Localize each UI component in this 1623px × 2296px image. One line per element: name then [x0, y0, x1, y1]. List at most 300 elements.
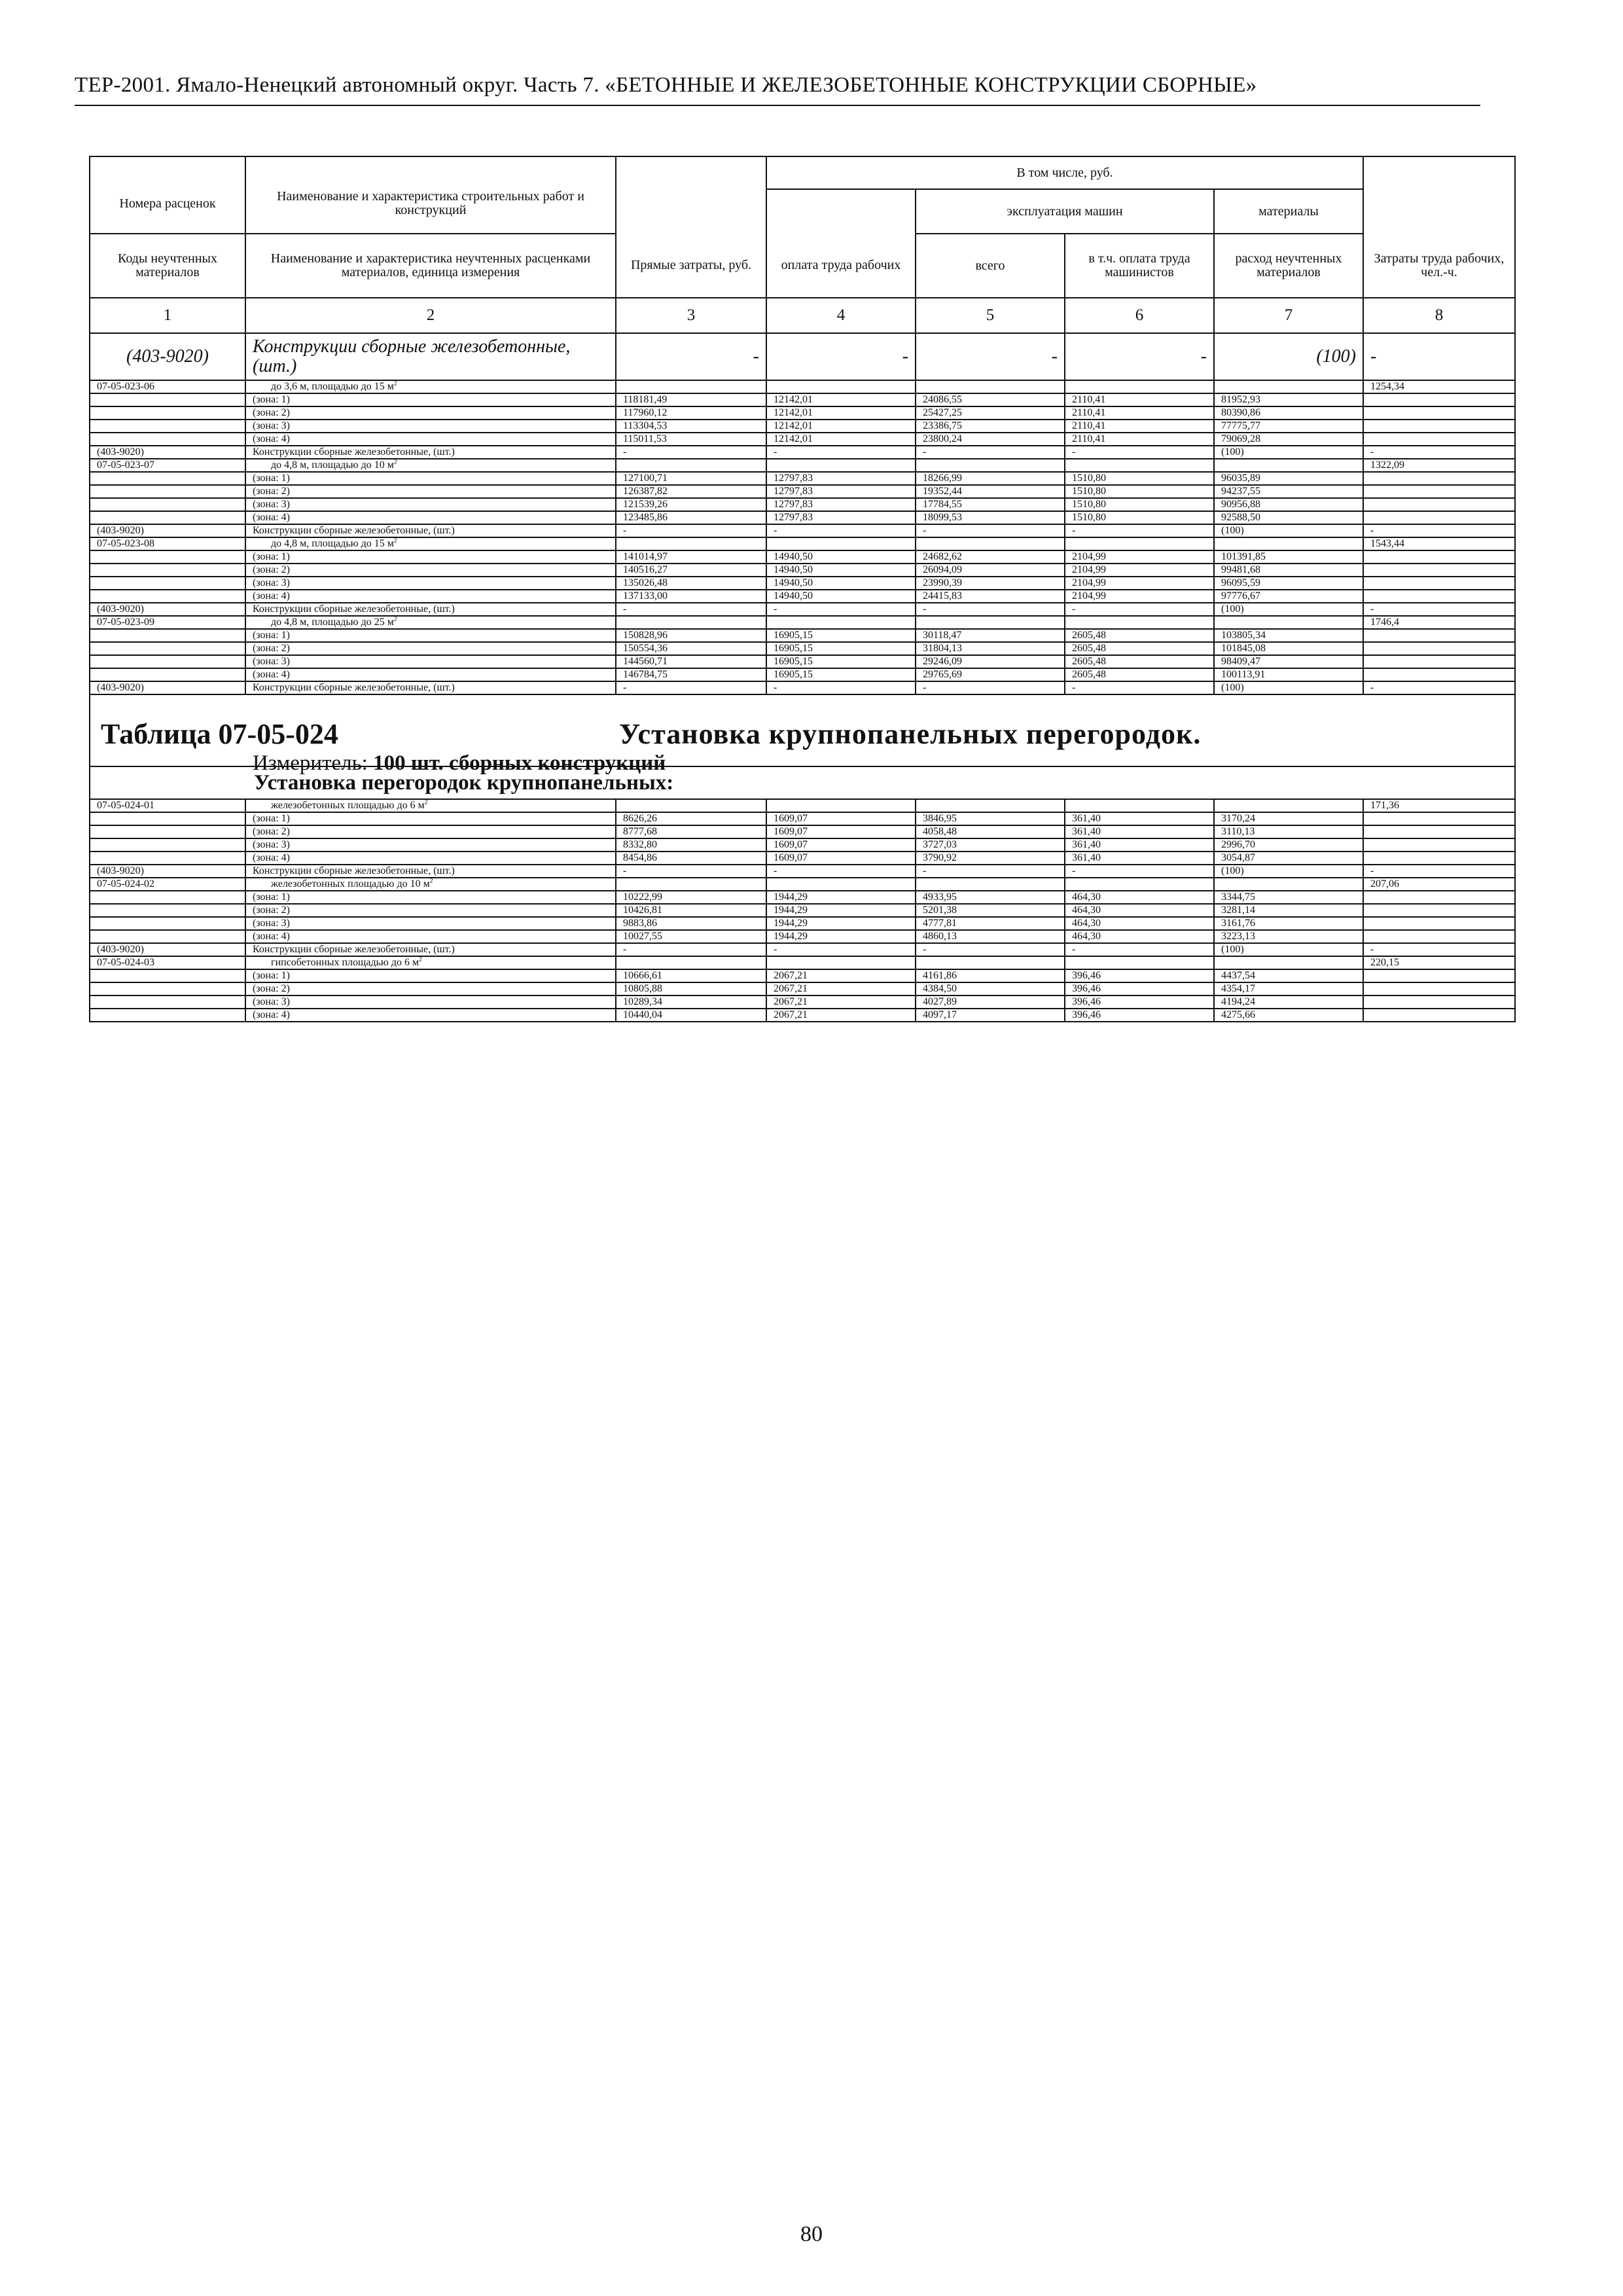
direct-cost: 9883,86 [616, 917, 766, 930]
zone-row [90, 655, 1515, 668]
empty-cell [766, 799, 916, 812]
table-024-body [90, 799, 1515, 1022]
zone-row [90, 982, 1515, 996]
zone-label: (зона: 4) [245, 1009, 616, 1022]
materials-cost: 100113,91 [1214, 668, 1363, 681]
zone-label: (зона: 2) [245, 642, 616, 655]
unit-value: 100 шт. сборных конструкций [373, 751, 666, 775]
machine-total: 29765,69 [916, 668, 1065, 681]
worker-pay: 1944,29 [766, 917, 916, 930]
empty-cell [1363, 930, 1515, 943]
empty-cell [1214, 799, 1363, 812]
direct-cost: 10426,81 [616, 904, 766, 917]
driver-pay: 2104,99 [1065, 590, 1214, 603]
direct-cost: 135026,48 [616, 577, 766, 590]
empty-cell [1214, 956, 1363, 969]
direct-cost: 8332,80 [616, 838, 766, 852]
empty-cell [90, 825, 245, 838]
material-dash: - [1363, 603, 1515, 616]
material-dash: - [1065, 865, 1214, 878]
machine-total: 3846,95 [916, 812, 1065, 825]
col-num-1: 1 [90, 298, 245, 333]
empty-cell [616, 878, 766, 891]
labor-cost: 1543,44 [1363, 537, 1515, 550]
empty-cell [1214, 380, 1363, 393]
material-dash: - [766, 865, 916, 878]
empty-cell [916, 956, 1065, 969]
empty-cell [1363, 668, 1515, 681]
material-dash: - [766, 524, 916, 537]
empty-cell [766, 616, 916, 629]
empty-cell [766, 956, 916, 969]
rate-description-sup: 2 [424, 798, 428, 806]
material-dash: - [1065, 333, 1214, 380]
materials-cost: 80390,86 [1214, 406, 1363, 420]
empty-cell [1363, 812, 1515, 825]
zone-row [90, 996, 1515, 1009]
machine-total: 24415,83 [916, 590, 1065, 603]
materials-cost: 3223,13 [1214, 930, 1363, 943]
zone-label: (зона: 1) [245, 891, 616, 904]
empty-cell [1363, 498, 1515, 511]
empty-cell [1214, 537, 1363, 550]
header-direct-costs: Прямые затраты, руб. [616, 234, 766, 298]
direct-cost: 150828,96 [616, 629, 766, 642]
table-heading: Установка крупнопанельных перегородок. [619, 718, 1202, 750]
zone-row [90, 852, 1515, 865]
materials-cost: 4437,54 [1214, 969, 1363, 982]
material-code: (403-9020) [90, 446, 245, 459]
machine-total: 3790,92 [916, 852, 1065, 865]
zone-label: (зона: 4) [245, 852, 616, 865]
rates-table [89, 156, 1516, 1022]
machine-total: 4933,95 [916, 891, 1065, 904]
materials-cost: 94237,55 [1214, 485, 1363, 498]
empty-cell [90, 564, 245, 577]
direct-cost: 10027,55 [616, 930, 766, 943]
driver-pay: 396,46 [1065, 996, 1214, 1009]
rate-row [90, 537, 1515, 550]
empty-cell [90, 852, 245, 865]
machine-total: 29246,09 [916, 655, 1065, 668]
direct-cost: 123485,86 [616, 511, 766, 524]
direct-cost: 10805,88 [616, 982, 766, 996]
zone-row [90, 642, 1515, 655]
direct-cost: 150554,36 [616, 642, 766, 655]
empty-cell [1363, 550, 1515, 564]
machine-total: 4777,81 [916, 917, 1065, 930]
zone-label: (зона: 2) [245, 904, 616, 917]
material-name: Конструкции сборные железобетонные, (шт.) [245, 524, 616, 537]
worker-pay: 1609,07 [766, 825, 916, 838]
labor-cost: 207,06 [1363, 878, 1515, 891]
zone-row [90, 577, 1515, 590]
zone-row [90, 550, 1515, 564]
driver-pay: 464,30 [1065, 904, 1214, 917]
material-dash: - [1065, 446, 1214, 459]
material-dash: - [916, 333, 1065, 380]
machine-total: 24086,55 [916, 393, 1065, 406]
zone-label: (зона: 2) [245, 825, 616, 838]
material-dash: - [616, 524, 766, 537]
empty-cell [616, 616, 766, 629]
empty-cell [616, 380, 766, 393]
empty-cell [1065, 459, 1214, 472]
material-dash: - [1363, 681, 1515, 694]
header-rate-number: Номера расценок [90, 156, 245, 234]
empty-cell [1363, 420, 1515, 433]
empty-cell [90, 838, 245, 852]
zone-label: (зона: 1) [245, 969, 616, 982]
material-dash: - [916, 603, 1065, 616]
worker-pay: 1944,29 [766, 904, 916, 917]
header-machine-total: всего [916, 234, 1065, 298]
rate-description-text: до 3,6 м, площадью до 15 м [271, 381, 394, 392]
zone-label: (зона: 4) [245, 433, 616, 446]
driver-pay: 2104,99 [1065, 550, 1214, 564]
materials-cost: 3170,24 [1214, 812, 1363, 825]
empty-cell [1214, 616, 1363, 629]
material-dash: - [616, 603, 766, 616]
direct-cost: 140516,27 [616, 564, 766, 577]
driver-pay: 361,40 [1065, 825, 1214, 838]
empty-cell [1363, 629, 1515, 642]
material-dash: - [916, 446, 1065, 459]
empty-cell [1363, 996, 1515, 1009]
zone-label: (зона: 1) [245, 393, 616, 406]
direct-cost: 10440,04 [616, 1009, 766, 1022]
empty-cell [766, 380, 916, 393]
worker-pay: 12797,83 [766, 498, 916, 511]
machine-total: 3727,03 [916, 838, 1065, 852]
machine-total: 19352,44 [916, 485, 1065, 498]
materials-cost: 92588,50 [1214, 511, 1363, 524]
direct-cost: 8777,68 [616, 825, 766, 838]
machine-total: 4860,13 [916, 930, 1065, 943]
empty-cell [90, 393, 245, 406]
zone-row [90, 393, 1515, 406]
worker-pay: 12142,01 [766, 420, 916, 433]
machine-total: 4027,89 [916, 996, 1065, 1009]
material-dash: - [616, 865, 766, 878]
materials-cost: 81952,93 [1214, 393, 1363, 406]
direct-cost: 10666,61 [616, 969, 766, 982]
empty-cell [1363, 982, 1515, 996]
driver-pay: 2110,41 [1065, 420, 1214, 433]
materials-cost: 4275,66 [1214, 1009, 1363, 1022]
material-code: (403-9020) [90, 865, 245, 878]
materials-cost: 97776,67 [1214, 590, 1363, 603]
material-dash: - [1363, 524, 1515, 537]
machine-total: 4161,86 [916, 969, 1065, 982]
worker-pay: 16905,15 [766, 642, 916, 655]
direct-cost: 121539,26 [616, 498, 766, 511]
material-percent: (100) [1214, 524, 1363, 537]
materials-cost: 77775,77 [1214, 420, 1363, 433]
zone-row [90, 812, 1515, 825]
zone-row [90, 433, 1515, 446]
material-percent: (100) [1214, 943, 1363, 956]
rate-row [90, 616, 1515, 629]
rate-code: 07-05-023-08 [90, 537, 245, 550]
empty-cell [616, 537, 766, 550]
rate-description-sup: 2 [419, 956, 422, 963]
empty-cell [1363, 891, 1515, 904]
rate-description [245, 616, 616, 629]
worker-pay: 12142,01 [766, 433, 916, 446]
machine-total: 4097,17 [916, 1009, 1065, 1022]
zone-row [90, 1009, 1515, 1022]
empty-cell [1363, 852, 1515, 865]
rate-description-text: до 4,8 м, площадью до 10 м [271, 459, 394, 471]
materials-cost: 3110,13 [1214, 825, 1363, 838]
empty-cell [1363, 969, 1515, 982]
labor-cost: 171,36 [1363, 799, 1515, 812]
material-dash: - [1363, 865, 1515, 878]
worker-pay: 12142,01 [766, 406, 916, 420]
empty-cell [1065, 878, 1214, 891]
materials-cost: 96035,89 [1214, 472, 1363, 485]
zone-label: (зона: 4) [245, 930, 616, 943]
empty-cell [916, 616, 1065, 629]
zone-row [90, 969, 1515, 982]
machine-total: 5201,38 [916, 904, 1065, 917]
empty-cell [1363, 904, 1515, 917]
empty-cell [1363, 825, 1515, 838]
driver-pay: 1510,80 [1065, 485, 1214, 498]
driver-pay: 464,30 [1065, 917, 1214, 930]
driver-pay: 396,46 [1065, 1009, 1214, 1022]
material-row [90, 446, 1515, 459]
rate-row [90, 380, 1515, 393]
empty-cell [1363, 642, 1515, 655]
material-row [90, 524, 1515, 537]
col-num-2: 2 [245, 298, 616, 333]
rate-description [245, 878, 616, 891]
driver-pay: 2605,48 [1065, 642, 1214, 655]
materials-cost: 103805,34 [1214, 629, 1363, 642]
material-dash: - [916, 681, 1065, 694]
empty-cell [90, 577, 245, 590]
zone-row [90, 485, 1515, 498]
zone-row [90, 825, 1515, 838]
worker-pay: 12142,01 [766, 393, 916, 406]
worker-pay: 12797,83 [766, 485, 916, 498]
empty-cell [90, 642, 245, 655]
material-dash: - [766, 681, 916, 694]
rate-row [90, 878, 1515, 891]
materials-cost: 3161,76 [1214, 917, 1363, 930]
empty-cell [90, 433, 245, 446]
empty-cell [1065, 616, 1214, 629]
empty-cell [90, 485, 245, 498]
driver-pay: 396,46 [1065, 982, 1214, 996]
material-percent: (100) [1214, 681, 1363, 694]
material-dash: - [916, 524, 1065, 537]
worker-pay: 14940,50 [766, 564, 916, 577]
table-023-body [90, 380, 1515, 694]
machine-total: 25427,25 [916, 406, 1065, 420]
material-percent: (100) [1214, 333, 1363, 380]
material-name: Конструкции сборные железобетонные, (шт.) [245, 603, 616, 616]
empty-cell [90, 969, 245, 982]
direct-cost: 137133,00 [616, 590, 766, 603]
zone-row [90, 668, 1515, 681]
empty-cell [90, 550, 245, 564]
empty-cell [90, 629, 245, 642]
rate-description [245, 380, 616, 393]
empty-cell [1363, 472, 1515, 485]
table-unit [253, 751, 666, 776]
machine-total: 18099,53 [916, 511, 1065, 524]
zone-row [90, 930, 1515, 943]
empty-cell [1363, 655, 1515, 668]
empty-cell [766, 878, 916, 891]
zone-row [90, 590, 1515, 603]
zone-row [90, 564, 1515, 577]
material-row [90, 603, 1515, 616]
material-dash: - [616, 943, 766, 956]
material-name: Конструкции сборные железобетонные, (шт.) [245, 333, 616, 380]
materials-cost: 90956,88 [1214, 498, 1363, 511]
material-code: (403-9020) [90, 681, 245, 694]
zone-label: (зона: 4) [245, 590, 616, 603]
zone-label: (зона: 3) [245, 917, 616, 930]
materials-cost: 99481,68 [1214, 564, 1363, 577]
machine-total: 17784,55 [916, 498, 1065, 511]
col-num-8: 8 [1363, 298, 1515, 333]
zone-row [90, 498, 1515, 511]
empty-cell [90, 406, 245, 420]
direct-cost: 141014,97 [616, 550, 766, 564]
zone-label: (зона: 1) [245, 629, 616, 642]
direct-cost: 8626,26 [616, 812, 766, 825]
materials-cost: 3281,14 [1214, 904, 1363, 917]
rate-description-sup: 2 [393, 458, 397, 466]
empty-cell [90, 420, 245, 433]
material-percent: (100) [1214, 603, 1363, 616]
material-row [90, 681, 1515, 694]
unit-label: Измеритель: [253, 751, 368, 775]
worker-pay: 1609,07 [766, 812, 916, 825]
rate-description-text: гипсобетонных площадью до 6 м [271, 957, 419, 968]
materials-cost: 4354,17 [1214, 982, 1363, 996]
labor-cost: 1322,09 [1363, 459, 1515, 472]
zone-row [90, 917, 1515, 930]
material-dash: - [766, 333, 916, 380]
col-num-4: 4 [766, 298, 916, 333]
empty-cell [1363, 511, 1515, 524]
material-dash: - [1363, 943, 1515, 956]
empty-cell [90, 1009, 245, 1022]
material-code: (403-9020) [90, 603, 245, 616]
empty-cell [1065, 956, 1214, 969]
header-worker-pay: оплата труда рабочих [766, 234, 916, 298]
driver-pay: 1510,80 [1065, 511, 1214, 524]
driver-pay: 464,30 [1065, 891, 1214, 904]
header-in-total: В том числе, руб. [766, 156, 1363, 189]
machine-total: 4384,50 [916, 982, 1065, 996]
rate-row [90, 459, 1515, 472]
empty-cell [1363, 590, 1515, 603]
material-dash: - [616, 446, 766, 459]
col-num-7: 7 [1214, 298, 1363, 333]
worker-pay: 12797,83 [766, 511, 916, 524]
driver-pay: 361,40 [1065, 812, 1214, 825]
material-percent: (100) [1214, 446, 1363, 459]
empty-cell [616, 799, 766, 812]
driver-pay: 361,40 [1065, 838, 1214, 852]
col-num-3: 3 [616, 298, 766, 333]
worker-pay: 1609,07 [766, 838, 916, 852]
material-dash: - [1065, 681, 1214, 694]
driver-pay: 2605,48 [1065, 668, 1214, 681]
materials-cost: 79069,28 [1214, 433, 1363, 446]
worker-pay: 2067,21 [766, 969, 916, 982]
empty-cell [916, 799, 1065, 812]
material-row [90, 943, 1515, 956]
material-name: Конструкции сборные железобетонные, (шт.) [245, 446, 616, 459]
empty-cell [1363, 577, 1515, 590]
empty-cell [1065, 799, 1214, 812]
materials-cost: 3344,75 [1214, 891, 1363, 904]
rate-description-sup: 2 [393, 537, 397, 545]
empty-cell [1363, 564, 1515, 577]
empty-cell [1214, 878, 1363, 891]
worker-pay: 14940,50 [766, 550, 916, 564]
machine-total: 23386,75 [916, 420, 1065, 433]
empty-cell [766, 459, 916, 472]
empty-cell [1363, 1009, 1515, 1022]
zone-label: (зона: 3) [245, 498, 616, 511]
empty-cell [90, 655, 245, 668]
material-dash: - [766, 603, 916, 616]
driver-pay: 2104,99 [1065, 564, 1214, 577]
empty-cell [90, 472, 245, 485]
zone-row [90, 511, 1515, 524]
rate-description-text: железобетонных площадью до 10 м [271, 878, 430, 889]
worker-pay: 14940,50 [766, 577, 916, 590]
empty-cell [90, 904, 245, 917]
direct-cost: 10222,99 [616, 891, 766, 904]
material-code: (403-9020) [90, 943, 245, 956]
worker-pay: 2067,21 [766, 996, 916, 1009]
zone-row [90, 472, 1515, 485]
empty-cell [766, 537, 916, 550]
direct-cost: 115011,53 [616, 433, 766, 446]
table-title: Таблица 07-05-024 [101, 718, 338, 750]
worker-pay: 14940,50 [766, 590, 916, 603]
rate-code: 07-05-024-02 [90, 878, 245, 891]
labor-cost: 1746,4 [1363, 616, 1515, 629]
header-rule [75, 105, 1480, 106]
zone-row [90, 629, 1515, 642]
driver-pay: 2110,41 [1065, 393, 1214, 406]
empty-cell [90, 668, 245, 681]
material-dash: - [616, 681, 766, 694]
empty-cell [616, 459, 766, 472]
rate-description-sup: 2 [429, 877, 433, 885]
driver-pay: 2605,48 [1065, 655, 1214, 668]
direct-cost: 118181,49 [616, 393, 766, 406]
header-materials-sub: расход неучтенных материалов [1214, 234, 1363, 298]
machine-total: 23990,39 [916, 577, 1065, 590]
materials-cost: 101391,85 [1214, 550, 1363, 564]
machine-total: 30118,47 [916, 629, 1065, 642]
empty-cell [1363, 485, 1515, 498]
worker-pay: 1944,29 [766, 891, 916, 904]
zone-label: (зона: 2) [245, 564, 616, 577]
